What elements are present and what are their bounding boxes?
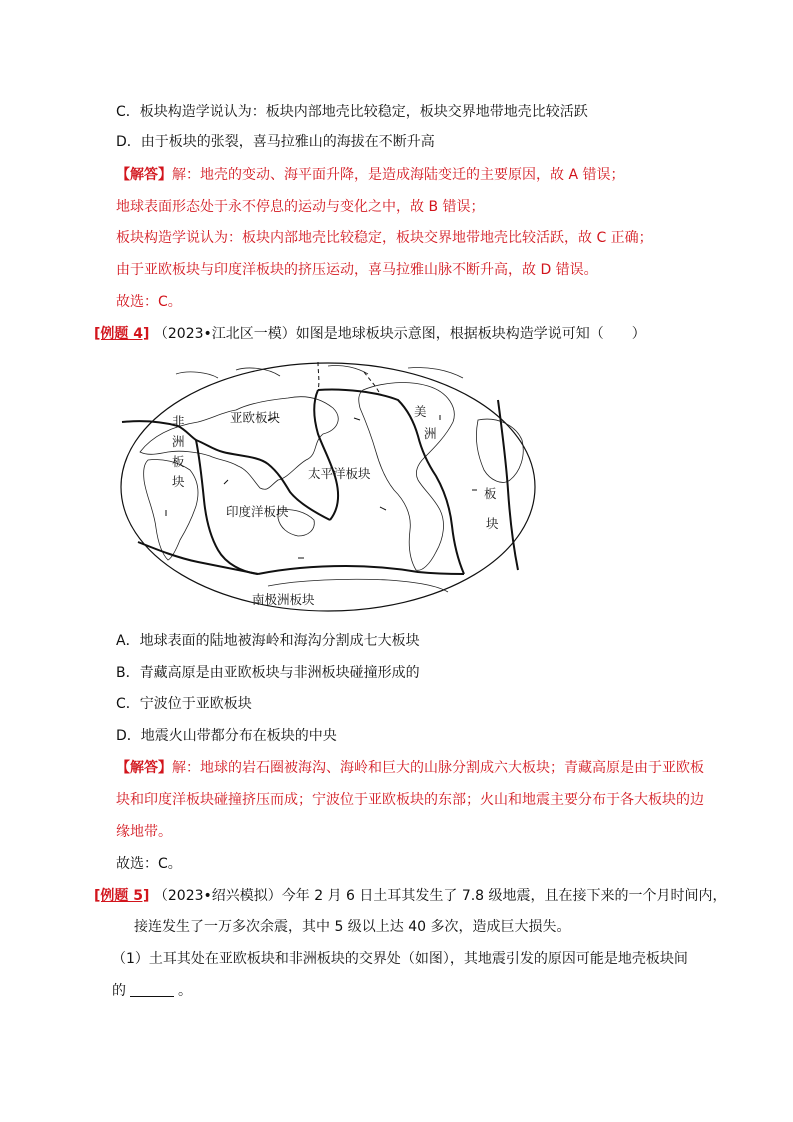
option-d-prev: D．由于板块的张裂，喜马拉雅山的海拔在不断升高 — [116, 134, 435, 150]
example5-q1-line2 — [112, 982, 192, 1000]
example5-label: [例题 5] — [94, 888, 150, 904]
option-c-prev: C．板块构造学说认为：板块内部地壳比较稳定，板块交界地带地壳比较活跃 — [116, 104, 588, 120]
dashed-north — [318, 362, 319, 390]
answer4-tag: 【解答】 — [116, 760, 172, 776]
example4-option-d: D．地震火山带都分布在板块的中央 — [116, 728, 337, 744]
answer3-choice: 故选：C。 — [116, 294, 182, 310]
example5-text1: （2023•绍兴模拟）今年 2 月 6 日土耳其发生了 7.8 级地震，且在接下来的一个月时间内， — [153, 888, 727, 904]
label-american-4: 块 — [486, 516, 499, 531]
example5-q1-prefix: 的 — [112, 983, 126, 999]
answer3-line2: 地球表面形态处于永不停息的运动与变化之中，故 B 错误； — [116, 199, 485, 215]
answer-blank[interactable] — [130, 982, 174, 997]
example4-option-c: C．宁波位于亚欧板块 — [116, 696, 252, 712]
answer4-line3: 缘地带。 — [116, 824, 172, 840]
label-american-2: 洲 — [424, 426, 437, 441]
antarctica-outline — [268, 579, 448, 592]
example5-line2: 接连发生了一万多次余震，其中 5 级以上达 40 多次，造成巨大损失。 — [134, 919, 571, 935]
label-american-1: 美 — [414, 404, 427, 419]
label-indian: 印度洋板块 — [226, 504, 289, 519]
answer4-text1: 解：地球的岩石圈被海沟、海岭和巨大的山脉分割成六大板块；青藏高原是由于亚欧板 — [172, 760, 704, 776]
example5-q1-end: 。 — [178, 983, 192, 999]
answer4-choice: 故选：C。 — [116, 856, 182, 872]
example4-option-b: B．青藏高原是由亚欧板块与非洲板块碰撞形成的 — [116, 665, 420, 681]
example4-header — [94, 325, 646, 343]
africa-outline — [144, 459, 198, 560]
example5-header — [94, 887, 727, 905]
label-african-4: 块 — [172, 474, 185, 489]
answer4-line2: 块和印度洋板块碰撞挤压而成；宁波位于亚欧板块的东部；火山和地震主要分布于各大板块的边 — [116, 792, 704, 808]
example4-option-a: A．地球表面的陆地被海岭和海沟分割成七大板块 — [116, 633, 420, 649]
label-american-3: 板 — [484, 486, 497, 501]
label-pacific: 太平洋板块 — [308, 466, 371, 481]
answer4-line1 — [116, 759, 704, 777]
example4-label: [例题 4] — [94, 326, 150, 342]
label-african-1: 非 — [172, 414, 185, 429]
answer3-line3: 板块构造学说认为：板块内部地壳比较稳定，板块交界地带地壳比较活跃，故 C 正确； — [116, 230, 653, 246]
example4-text: （2023•江北区一模）如图是地球板块示意图，根据板块构造学说可知（ ） — [153, 326, 646, 342]
label-antarctic: 南极洲板块 — [252, 592, 315, 607]
answer3-text1: 解：地壳的变动、海平面升降，是造成海陆变迁的主要原因，故 A 错误； — [172, 167, 625, 183]
label-african-2: 洲 — [172, 434, 185, 449]
plate-map — [118, 360, 538, 615]
answer-tag: 【解答】 — [116, 167, 172, 183]
answer3-line1 — [116, 166, 624, 184]
antarctic-boundary — [258, 566, 464, 574]
east-landmass-outline — [476, 419, 523, 482]
answer3-line4: 由于亚欧板块与印度洋板块的挤压运动，喜马拉雅山脉不断升高，故 D 错误。 — [116, 262, 598, 278]
dashed-north-east — [364, 372, 380, 394]
label-african-3: 板 — [172, 454, 185, 469]
label-eurasian: 亚欧板块 — [230, 410, 281, 425]
pacific-east-boundary — [318, 389, 464, 574]
example5-q1-line1: （1）土耳其处在亚欧板块和非洲板块的交界处（如图），其地震引发的原因可能是地壳板块间 — [112, 951, 688, 967]
